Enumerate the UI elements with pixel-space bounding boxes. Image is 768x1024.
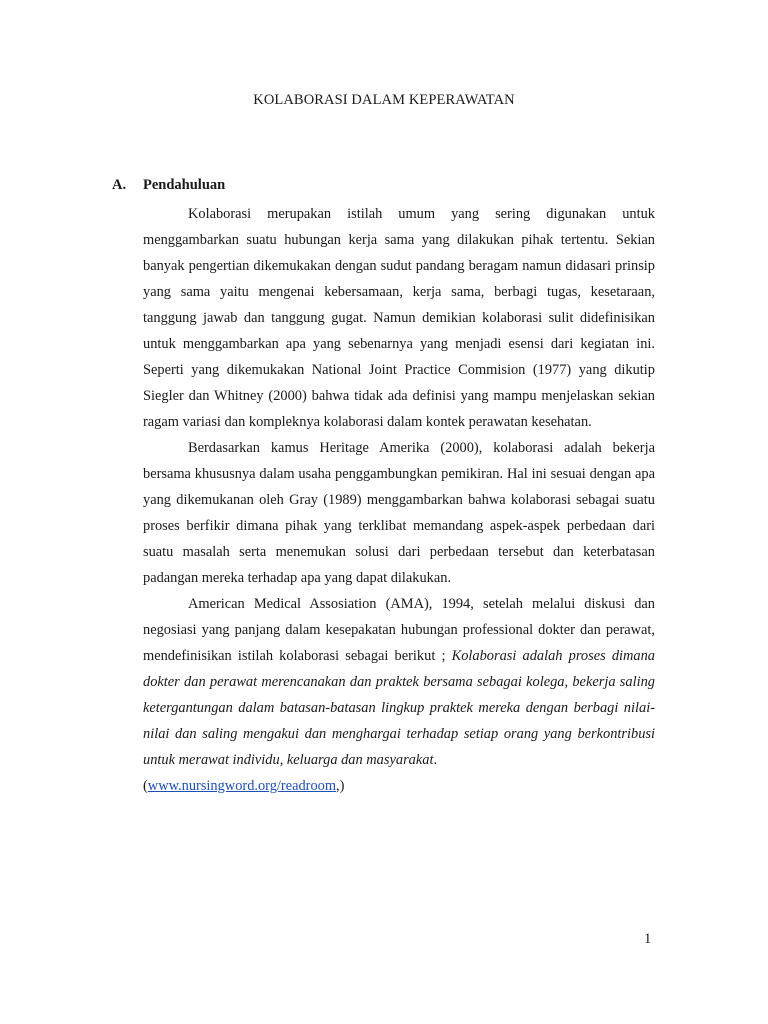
section-title: Pendahuluan bbox=[143, 177, 226, 193]
citation bbox=[143, 773, 655, 799]
section-number: A. bbox=[112, 177, 127, 193]
paragraph-3-intro: American Medical Assosiation (AMA), 1994, setelah melalui diskusi dan negosiasi yang panjang dalam kesepakatan hubungan professional dokter dan perawat, mendefinisikan istilah kolaborasi sebagai berikut ; bbox=[143, 596, 655, 664]
page-number: 1 bbox=[644, 931, 652, 947]
document-body bbox=[143, 201, 655, 799]
section-heading bbox=[112, 177, 225, 194]
citation-link[interactable]: www.nursingword.org/readroom bbox=[147, 778, 337, 794]
document-title: KOLABORASI DALAM KEPERAWATAN bbox=[253, 92, 515, 108]
paragraph-2: Berdasarkan kamus Heritage Amerika (2000), kolaborasi adalah bekerja bersama khususnya dalam usaha penggambungkan pemikiran. Hal ini sesuai dengan apa yang dikemukanan oleh Gray (1989) menggambarkan bahwa kolaborasi sebagai suatu proses berfikir dimana pihak yang terklibat memandang aspek-aspek perbedaan dari suatu masalah serta menemukan solusi dari perbedaan tersebut dan keterbatasan padangan mereka terhadap apa yang dapat dilakukan. bbox=[143, 440, 655, 586]
citation-close: ,) bbox=[336, 778, 345, 794]
paragraph-3 bbox=[143, 591, 655, 773]
quote-period: . bbox=[433, 752, 438, 768]
paragraph-1: Kolaborasi merupakan istilah umum yang sering digunakan untuk menggambarkan suatu hubungan kerja sama yang dilakukan pihak tertentu. Sekian banyak pengertian dikemukakan dengan sudut pandang beragam namun didasari prinsip yang sama yaitu mengenai kebersamaan, kerja sama, berbagi tugas, kesetaraan, tanggung jawab dan tanggung gugat. Namun demikian kolaborasi sulit didefinisikan untuk menggambarkan apa yang sebenarnya yang menjadi esensi dari kegiatan ini. Seperti yang dikemukakan National Joint Practice Commision (1977) yang dikutip Siegler dan Whitney (2000) bahwa tidak ada definisi yang mampu menjelaskan sekian ragam variasi dan kompleknya kolaborasi dalam kontek perawatan kesehatan. bbox=[143, 206, 655, 430]
citation-open: ( bbox=[143, 778, 148, 794]
definition-quote: Kolaborasi adalah proses dimana dokter dan perawat merencanakan dan praktek bersama sebagai kolega, bekerja saling ketergantungan dalam batasan-batasan lingkup praktek mereka dengan berbagi nilai-nilai dan saling mengakui dan menghargai terhadap setiap orang yang berkontribusi untuk merawat individu, keluarga dan masyarakat bbox=[143, 648, 655, 768]
